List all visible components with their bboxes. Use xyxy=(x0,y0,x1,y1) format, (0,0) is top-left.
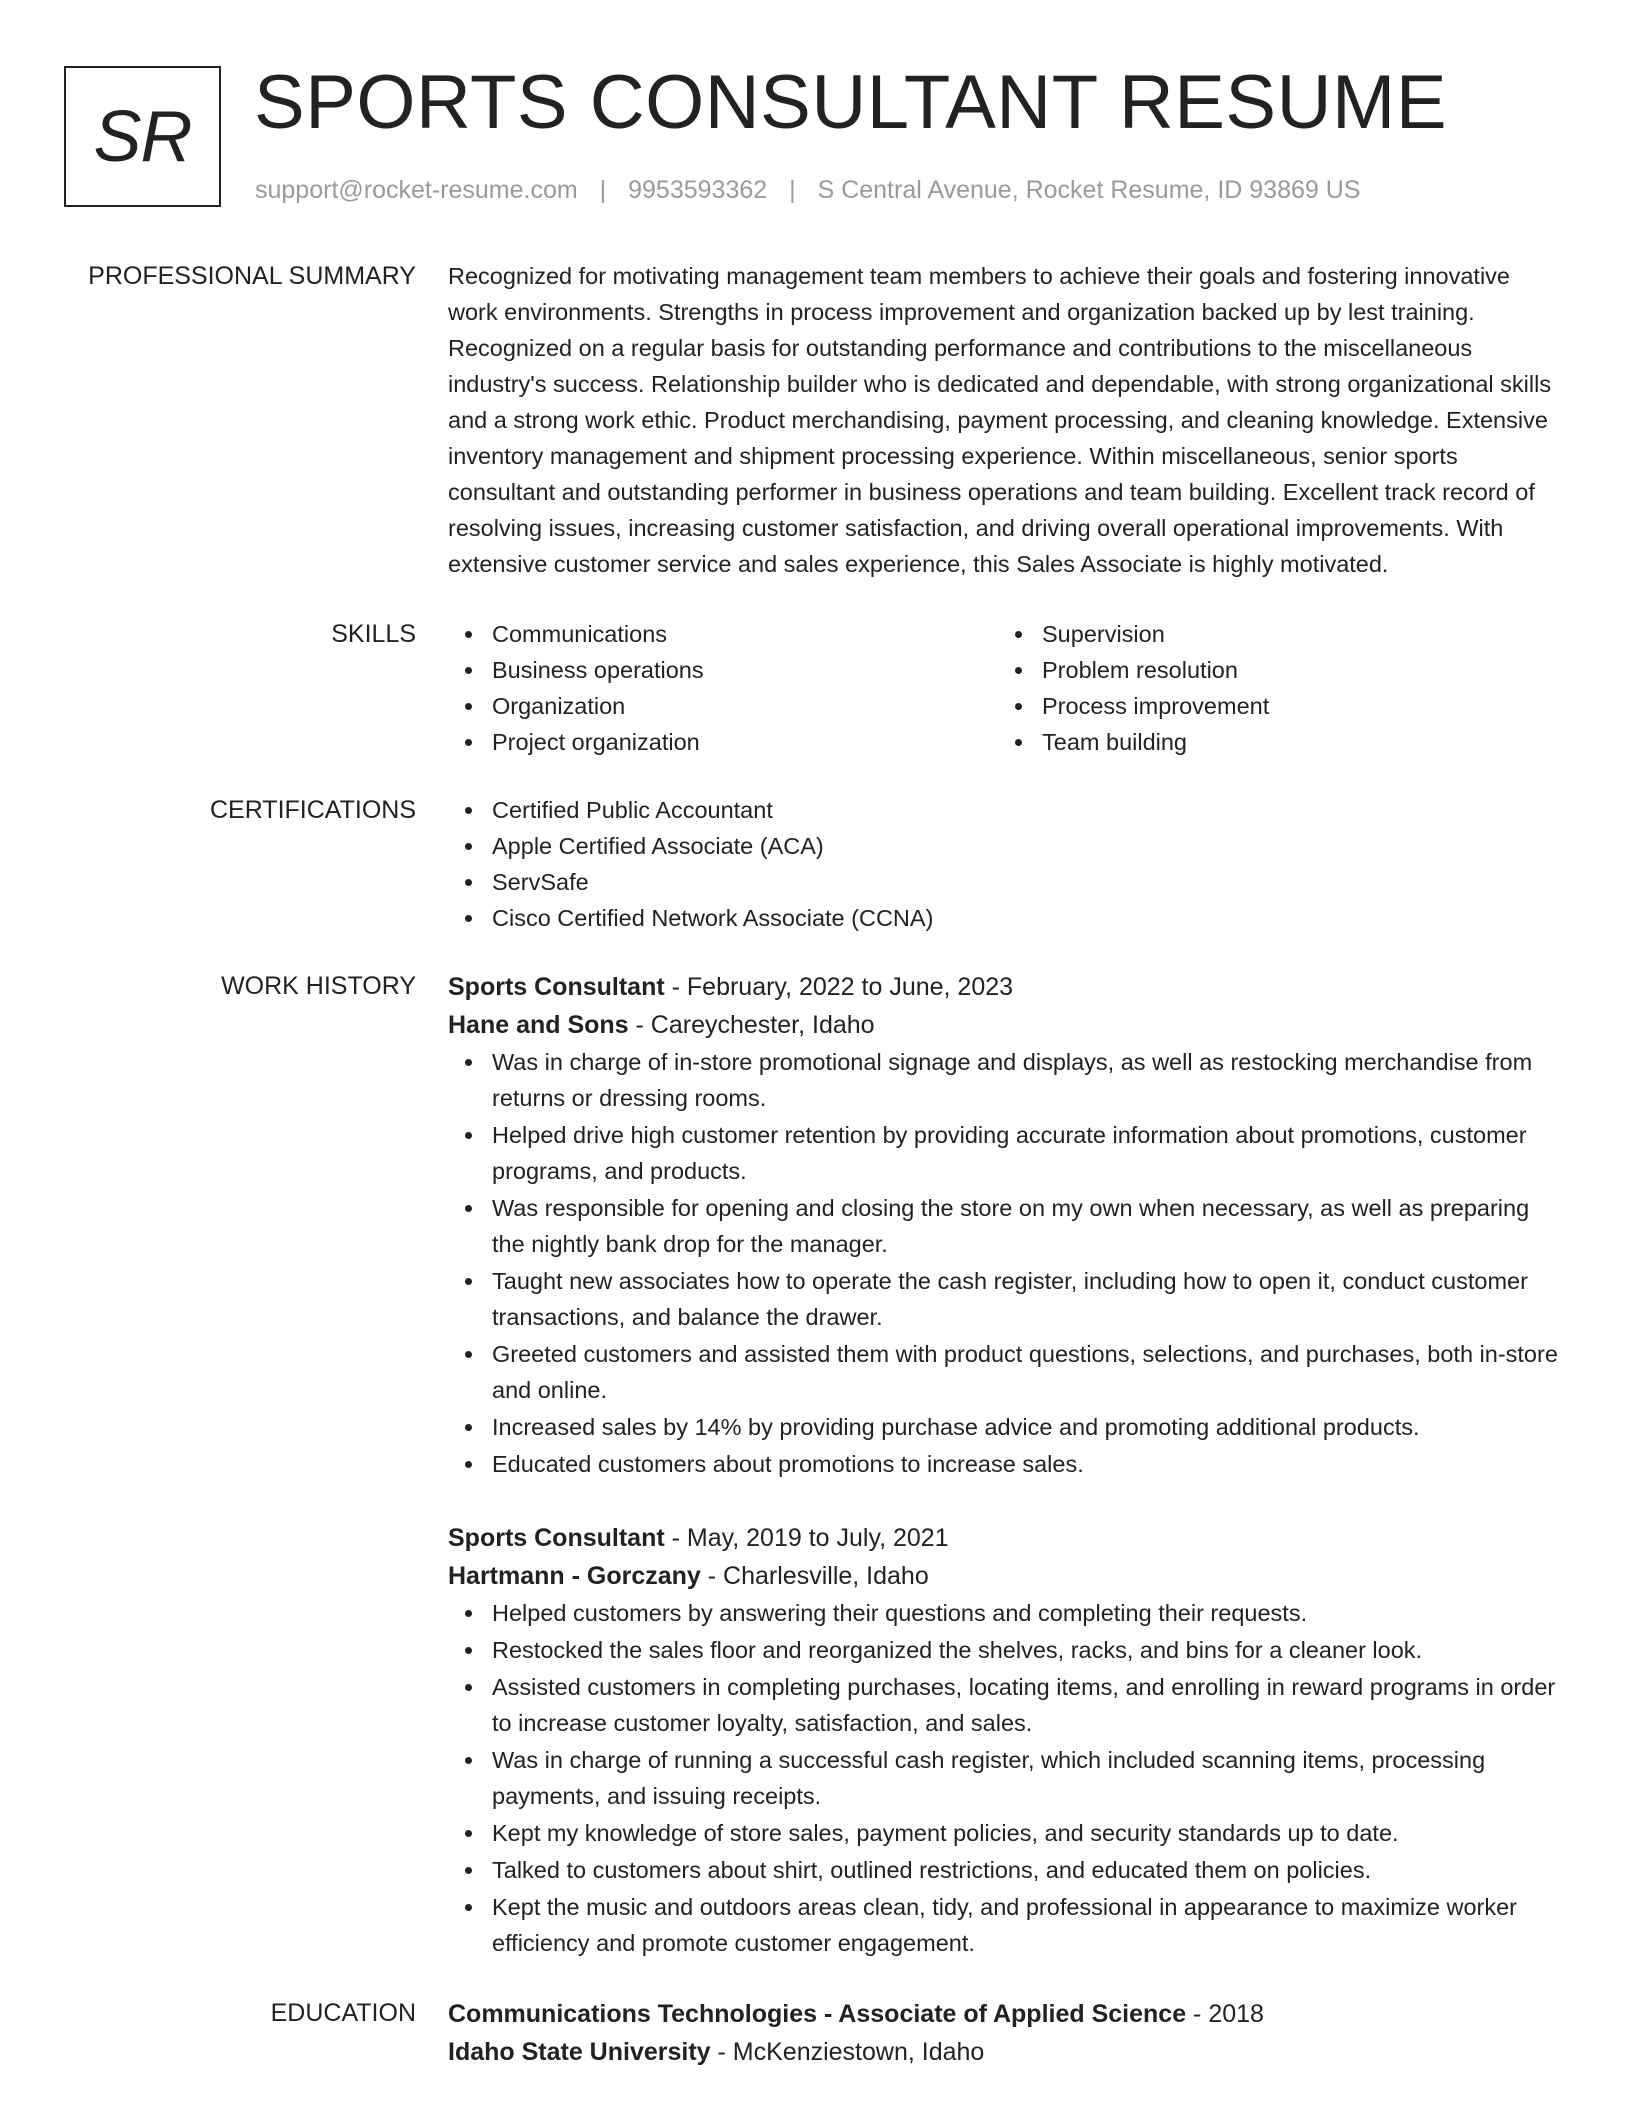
certification-item: Apple Certified Associate (ACA) xyxy=(492,828,1566,864)
education-school-line xyxy=(448,2033,1566,2071)
job-company-line xyxy=(448,1557,1566,1595)
skill-item: Team building xyxy=(1042,724,1548,760)
certifications-section xyxy=(0,792,1632,936)
skill-item: Project organization xyxy=(492,724,998,760)
job-location: - Charlesville, Idaho xyxy=(700,1562,929,1590)
education-degree-line xyxy=(448,1995,1566,2033)
resume-title: SPORTS CONSULTANT RESUME xyxy=(254,60,1448,145)
job-title: Sports Consultant xyxy=(448,1524,665,1552)
job-title-line xyxy=(448,968,1566,1006)
skill-item: Supervision xyxy=(1042,616,1548,652)
job-duty: Was responsible for opening and closing the store on my own when necessary, as well as preparing the nightly bank drop for the manager. xyxy=(492,1190,1566,1262)
skills-column-left xyxy=(448,616,998,760)
job-duty: Talked to customers about shirt, outlined restrictions, and educated them on policies. xyxy=(492,1852,1566,1888)
job-duty: Helped customers by answering their questions and completing their requests. xyxy=(492,1595,1566,1631)
job-duty: Restocked the sales floor and reorganized the shelves, racks, and bins for a cleaner look. xyxy=(492,1632,1566,1668)
education-year: - 2018 xyxy=(1186,2000,1264,2028)
job-duty: Kept the music and outdoors areas clean, tidy, and professional in appearance to maximize worker efficiency and promote customer engagement. xyxy=(492,1889,1566,1961)
summary-section xyxy=(0,258,1632,582)
job-entry xyxy=(448,1519,1566,1961)
job-title-line xyxy=(448,1519,1566,1557)
contact-address: S Central Avenue, Rocket Resume, ID 93869 US xyxy=(817,176,1361,204)
contact-separator: | xyxy=(789,176,796,204)
skill-item: Problem resolution xyxy=(1042,652,1548,688)
education-body xyxy=(448,1995,1566,2071)
certifications-label: CERTIFICATIONS xyxy=(209,796,416,824)
job-duty: Assisted customers in completing purchases, locating items, and enrolling in reward programs in order to increase customer loyalty, satisfaction, and sales. xyxy=(492,1669,1566,1741)
skill-item: Organization xyxy=(492,688,998,724)
contact-line xyxy=(255,176,1360,205)
job-duties xyxy=(448,1044,1566,1482)
monogram-logo: SR xyxy=(64,66,221,207)
job-duty: Increased sales by 14% by providing purchase advice and promoting additional products. xyxy=(492,1409,1566,1445)
job-company-line xyxy=(448,1006,1566,1044)
summary-text: Recognized for motivating management team members to achieve their goals and fostering innovative work environments. Strengths in process improvement and organization backed up by lest training. Recognized on a regular basis for outstanding performance and contributions to the miscellaneous industry's success. Relationship builder who is dedicated and dependable, with strong organizational skills and a strong work ethic. Product merchandising, payment processing, and cleaning knowledge. Extensive inventory management and shipment processing experience. Within miscellaneous, senior sports consultant and outstanding performer in business operations and team building. Excellent track record of resolving issues, increasing customer satisfaction, and driving overall operational improvements. With extensive customer service and sales experience, this Sales Associate is highly motivated. xyxy=(448,263,1552,577)
skills-section xyxy=(0,616,1632,760)
job-entry xyxy=(448,968,1566,1482)
contact-email: support@rocket-resume.com xyxy=(255,176,578,204)
skill-item: Communications xyxy=(492,616,998,652)
education-location: - McKenziestown, Idaho xyxy=(710,2038,985,2066)
skill-item: Business operations xyxy=(492,652,998,688)
skills-column-right xyxy=(998,616,1548,760)
job-company: Hartmann - Gorczany xyxy=(448,1562,701,1590)
education-school: Idaho State University xyxy=(448,2038,711,2066)
education-label: EDUCATION xyxy=(270,1999,416,2027)
job-duties xyxy=(448,1595,1566,1961)
education-degree: Communications Technologies - Associate of Applied Science xyxy=(448,2000,1187,2028)
work-history-section xyxy=(0,968,1632,1962)
skill-item: Process improvement xyxy=(1042,688,1548,724)
job-duty: Greeted customers and assisted them with product questions, selections, and purchases, both in-store and online. xyxy=(492,1336,1566,1408)
skills-label: SKILLS xyxy=(331,620,416,648)
contact-separator: | xyxy=(599,176,607,204)
work-history-label: WORK HISTORY xyxy=(221,972,416,1000)
resume-content xyxy=(0,258,1632,2071)
certification-item: Cisco Certified Network Associate (CCNA) xyxy=(492,900,1566,936)
skills-grid xyxy=(448,616,1566,760)
certification-item: ServSafe xyxy=(492,864,1566,900)
contact-phone: 9953593362 xyxy=(628,176,768,204)
certification-item: Certified Public Accountant xyxy=(492,792,1566,828)
job-duty: Was in charge of running a successful cash register, which included scanning items, processing payments, and issuing receipts. xyxy=(492,1742,1566,1814)
job-duty: Was in charge of in-store promotional signage and displays, as well as restocking merchandise from returns or dressing rooms. xyxy=(492,1044,1566,1116)
job-title: Sports Consultant xyxy=(448,973,665,1001)
summary-body xyxy=(448,258,1566,582)
job-duty: Educated customers about promotions to increase sales. xyxy=(492,1446,1566,1482)
job-company: Hane and Sons xyxy=(448,1011,629,1039)
summary-label: PROFESSIONAL SUMMARY xyxy=(88,262,416,290)
job-location: - Careychester, Idaho xyxy=(628,1011,875,1039)
education-section xyxy=(0,1995,1632,2071)
job-duty: Taught new associates how to operate the cash register, including how to open it, conduct customer transactions, and balance the drawer. xyxy=(492,1263,1566,1335)
certifications-body xyxy=(448,792,1566,936)
job-dates: - May, 2019 to July, 2021 xyxy=(664,1524,949,1552)
work-history-body xyxy=(448,968,1566,1962)
job-duty: Kept my knowledge of store sales, payment policies, and security standards up to date. xyxy=(492,1815,1566,1851)
job-dates: - February, 2022 to June, 2023 xyxy=(664,973,1014,1001)
skills-body xyxy=(448,616,1566,760)
job-duty: Helped drive high customer retention by providing accurate information about promotions, customer programs, and products. xyxy=(492,1117,1566,1189)
